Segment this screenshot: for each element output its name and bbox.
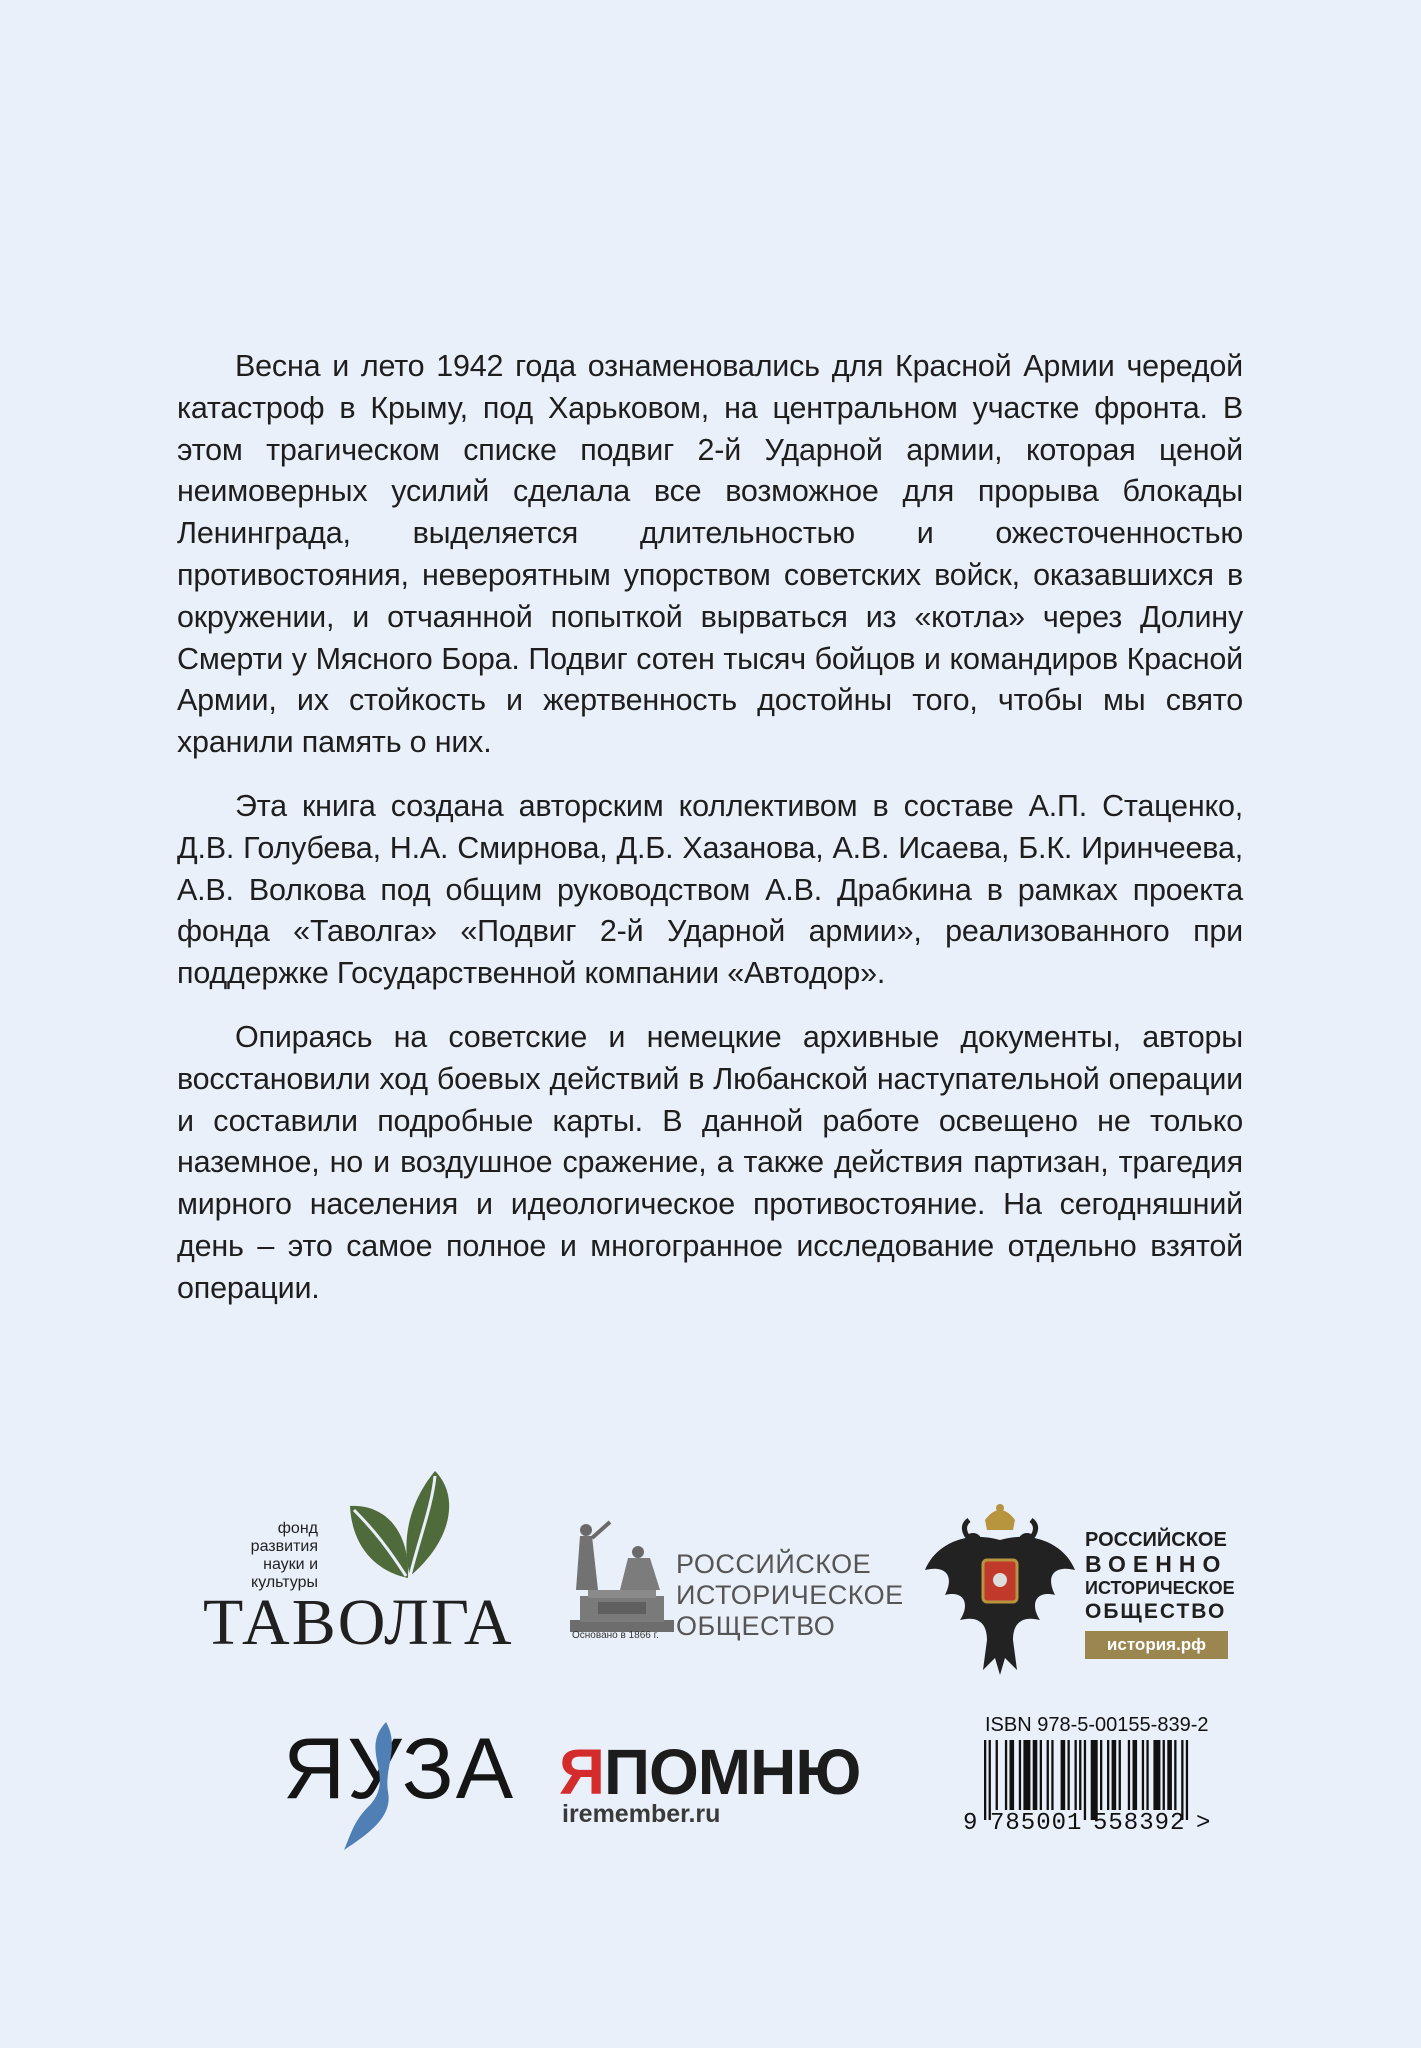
rio-founded: Основано в 1866 г. [572, 1630, 659, 1641]
yapomnyu-rest: ПОМНЮ [604, 1736, 861, 1808]
rio-name-line-1: РОССИЙСКОЕ [676, 1549, 872, 1579]
barcode-bar [1068, 1740, 1070, 1810]
barcode-bar [1033, 1740, 1038, 1810]
barcode-bar [996, 1740, 998, 1810]
rvio-name [1085, 1528, 1235, 1624]
barcode-bar [1091, 1740, 1098, 1820]
barcode-bar [1112, 1740, 1117, 1810]
barcode-bar [1040, 1740, 1042, 1810]
barcode-bar [1051, 1740, 1053, 1810]
paragraph-1: Весна и лето 1942 года ознаменовались для Красной Армии чередой катастроф в Крыму, под Харьковом, на центральном участке фронта. В этом трагическом списке подвиг 2-й Ударной армии, которая ценой неимоверных усилий сделала все возможное для прорыва блокады Ленинграда, выделяется длительностью и ожесточенностью противостояния, невероятным упорством советских войск, оказавшихся в окружении, и отчаянной попыткой вырваться из «котла» через Долину Смерти у Мясного Бора. Подвиг сотен тысяч бойцов и командиров Красной Армии, их стойкость и жертвенность достойны того, чтобы мы свято хранили память о них. [177, 349, 1243, 760]
barcode-bar [1005, 1740, 1007, 1810]
rvio-name-line-3: ИСТОРИЧЕСКОЕ [1085, 1578, 1235, 1598]
barcode-bar [1167, 1740, 1172, 1810]
tavolga-subtitle-line-1: фонд [277, 1520, 318, 1537]
rvio-name-line-2: ВОЕННО [1085, 1551, 1228, 1577]
barcode-bar [1100, 1740, 1102, 1810]
monument-icon [568, 1512, 676, 1642]
iremember-site: iremember.ru [562, 1800, 721, 1828]
barcode-bar [1084, 1740, 1086, 1820]
barcode-bar [989, 1740, 991, 1820]
isbn-label: ISBN 978-5-00155-839-2 [985, 1714, 1209, 1736]
rvio-name-line-1: РОССИЙСКОЕ [1085, 1529, 1227, 1551]
isbn-digit-first: 9 [963, 1810, 979, 1837]
barcode-bar [1142, 1740, 1144, 1810]
barcode-bar [1061, 1740, 1066, 1810]
barcode-bar [1019, 1740, 1021, 1810]
tavolga-subtitle [198, 1520, 318, 1592]
barcode-bar [1163, 1740, 1165, 1810]
rvio-badge: история.рф [1085, 1631, 1228, 1659]
paragraph-2: Эта книга создана авторским коллективом в составе А.П. Стаценко, Д.В. Голубева, Н.А. Смирнова, Д.Б. Хазанова, А.В. Исаева, Б.К. Иринчеева, А.В. Волкова под общим руководством А.В. Драбкина в рамках проекта фонда «Таволга» «Подвиг 2-й Ударной армии», реализованного при поддержке Государственной компании «Автодор». [177, 788, 1243, 991]
river-icon [338, 1722, 408, 1852]
isbn-quiet-mark: > [1196, 1810, 1212, 1837]
tavolga-subtitle-line-3: науки и культуры [251, 1556, 318, 1591]
barcode-bar [1174, 1740, 1176, 1810]
rio-name [676, 1549, 904, 1642]
rio-name-line-2: ИСТОРИЧЕСКОЕ [676, 1580, 904, 1610]
barcode-bar [1186, 1740, 1188, 1820]
yapomnyu-name [559, 1735, 860, 1809]
barcode-bar [1119, 1740, 1121, 1810]
barcode-bar [984, 1740, 986, 1820]
tavolga-leaf-icon [340, 1466, 480, 1586]
isbn-digit-group-1: 785001 [990, 1810, 1083, 1837]
barcode-bar [1075, 1740, 1077, 1810]
barcode-bar [1133, 1740, 1138, 1810]
barcode-bar [1079, 1740, 1081, 1810]
barcode-bar [1153, 1740, 1160, 1810]
barcode-bar [1181, 1740, 1183, 1820]
rio-name-line-3: ОБЩЕСТВО [676, 1611, 836, 1641]
barcode-bar [1146, 1740, 1148, 1810]
barcode-bar [1023, 1740, 1030, 1810]
tavolga-subtitle-line-2: развития [250, 1538, 318, 1555]
back-cover-text [177, 346, 1243, 1332]
paragraph-3: Опираясь на советские и немецкие архивные документы, авторы восстановили ход боевых действий в Любанской наступательной операции и составили подробные карты. В данной работе освещено не только наземное, но и воздушное сражение, а также действия партизан, трагедия мирного населения и идеологическое противостояние. На сегодняшний день – это самое полное и многогранное исследование отдельно взятой операции. [177, 1019, 1243, 1305]
yauza-name: ЯУЗА [283, 1721, 516, 1817]
yapomnyu-red-letter: Я [559, 1736, 604, 1808]
isbn-digit-group-2: 558392 [1093, 1810, 1186, 1837]
barcode-bar [1107, 1740, 1109, 1810]
double-headed-eagle-icon [925, 1500, 1075, 1680]
barcode-bar [1010, 1740, 1015, 1810]
rvio-name-line-4: ОБЩЕСТВО [1085, 1600, 1227, 1623]
barcode-bar [1047, 1740, 1049, 1810]
tavolga-name: ТАВОЛГА [203, 1586, 514, 1659]
barcode-bar [1128, 1740, 1130, 1810]
